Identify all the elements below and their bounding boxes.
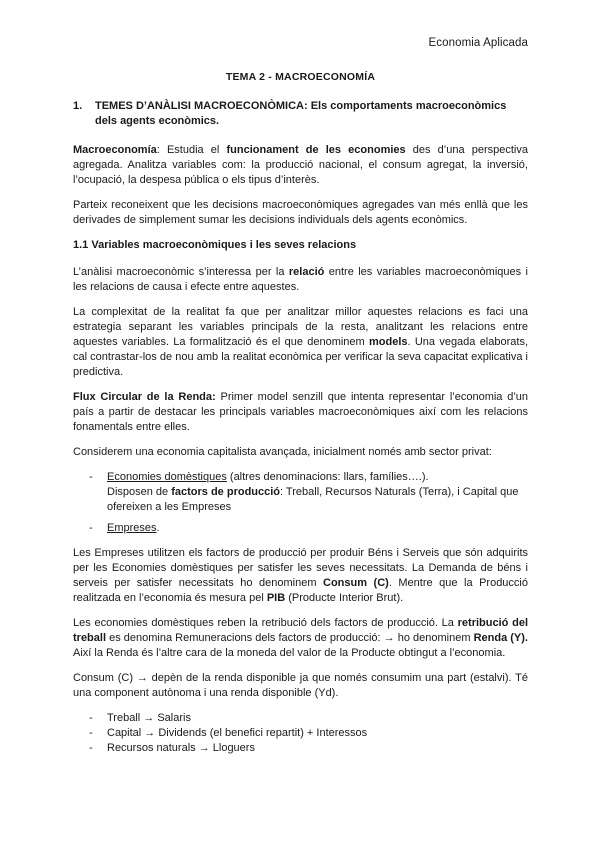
text: La complexitat de la realitat fa que per analitzar millor aquestes relacions es faci una estrategia separant les variables principals de la resta, analitzant les relacions entre aquestes variables. La formalització és el que denominem xyxy=(73,306,528,348)
list-item xyxy=(89,521,528,536)
text: : Estudia el xyxy=(156,144,227,156)
text: . Una vegada elaborats, cal contrastar-los de nou amb la realitat econòmica per verificar la seva capacitat explicativa i predictiva. xyxy=(73,336,529,378)
text: (altres denominacions: llars, famílies….). xyxy=(226,471,429,483)
text: entre les variables macroeconòmiques i les relacions de causa i efecte entre aquestes. xyxy=(73,266,528,293)
section-number: 1. xyxy=(73,100,83,112)
list-item: - Capital → Dividends (el benefici repartit) + Interessos xyxy=(89,726,528,741)
term-macroeconomia: Macroeconomía xyxy=(73,144,157,156)
text: es denomina Remuneracions dels factors de producció: → ho denominem xyxy=(106,632,474,644)
factor-retribution-list xyxy=(73,711,528,756)
text: Disposen de xyxy=(107,486,172,498)
term-factors-produccio: factors de producció xyxy=(171,486,281,498)
paragraph-flux-circular xyxy=(73,390,528,435)
list-item: - Recursos naturals → Lloguers xyxy=(89,741,528,756)
text: : Treball, Recursos Naturals (Terra), i Capital que ofereixen a les Empreses xyxy=(107,486,519,513)
term-relacio: relació xyxy=(288,266,325,278)
list-item: - Treball → Salaris xyxy=(89,711,528,726)
term-models: models xyxy=(369,336,408,348)
paragraph-macroeconomia xyxy=(73,143,528,188)
paragraph-empreses xyxy=(73,546,528,606)
paragraph-decisions: Parteix reconeixent que les decisions macroeconòmiques agregades van més enllà que les derivades de simplement sumar les decisions individuals dels agents econòmics. xyxy=(73,199,528,226)
term-flux-circular: Flux Circular de la Renda: xyxy=(73,391,216,403)
text: Primer model senzill que intenta representar l’economia d’un país a partir de destacar les principals variables macroeconòmiques així com les relacions fonamentals entre elles. xyxy=(73,391,529,433)
text: des d’una perspectiva agregada. Analitza variables com: la producció nacional, el consum agregat, la inversió, l’ocupació, la despesa pública o els tipus d’interès. xyxy=(73,144,528,186)
agents-list xyxy=(73,470,528,536)
text: Les Empreses utilitzen els factors de producció per produir Béns i Serveis que són adquirits per les Economies domèstiques per satisfer les seves necessitats. La Demanda de béns i serveis per satisfer necessitats ho denominem xyxy=(73,547,528,589)
page-title: TEMA 2 - MACROECONOMÍA xyxy=(225,71,376,83)
text: (Producte Interior Brut). xyxy=(285,592,404,604)
term-pib: PIB xyxy=(266,592,286,604)
text: . xyxy=(156,522,160,534)
paragraph-consum: Consum (C) → depèn de la renda disponible ja que només consumim una part (estalvi). Té una component autònoma i una renda disponible (Yd). xyxy=(73,672,528,699)
section-heading xyxy=(73,99,528,129)
paragraph-considerem: Considerem una economia capitalista avançada, inicialment només amb sector privat: xyxy=(73,446,492,458)
term-consum: Consum (C) xyxy=(323,577,389,589)
paragraph-analisi xyxy=(73,265,528,295)
header-course-name: Economia Aplicada xyxy=(428,37,528,49)
paragraph-retribucio xyxy=(73,616,528,661)
text: . Mentre que la Producció realitzada en l’economia és mesura pel xyxy=(73,577,528,604)
text: Així la Renda és l’altre cara de la moneda del valor de la Producte obtingut a l’economia. xyxy=(73,647,506,659)
term-funcionament: funcionament de les economies xyxy=(226,144,406,156)
term-economies-domestiques: Economies domèstiques xyxy=(107,471,227,483)
term-renda: Renda (Y). xyxy=(473,632,528,644)
term-retribucio-treball: retribució del treball xyxy=(73,617,529,644)
section-title: TEMES D’ANÀLISI MACROECONÒMICA: Els comportaments macroeconòmics dels agents econòmics. xyxy=(95,100,507,127)
list-item xyxy=(89,470,528,521)
paragraph-complexitat xyxy=(73,305,528,380)
document-body xyxy=(73,70,528,766)
subsection-heading: 1.1 Variables macroeconòmiques i les seves relacions xyxy=(73,239,357,251)
term-empreses: Empreses xyxy=(107,522,157,534)
text: L’anàlisi macroeconòmic s’interessa per la xyxy=(73,266,289,278)
text: Les economies domèstiques reben la retribució dels factors de producció. La xyxy=(73,617,458,629)
